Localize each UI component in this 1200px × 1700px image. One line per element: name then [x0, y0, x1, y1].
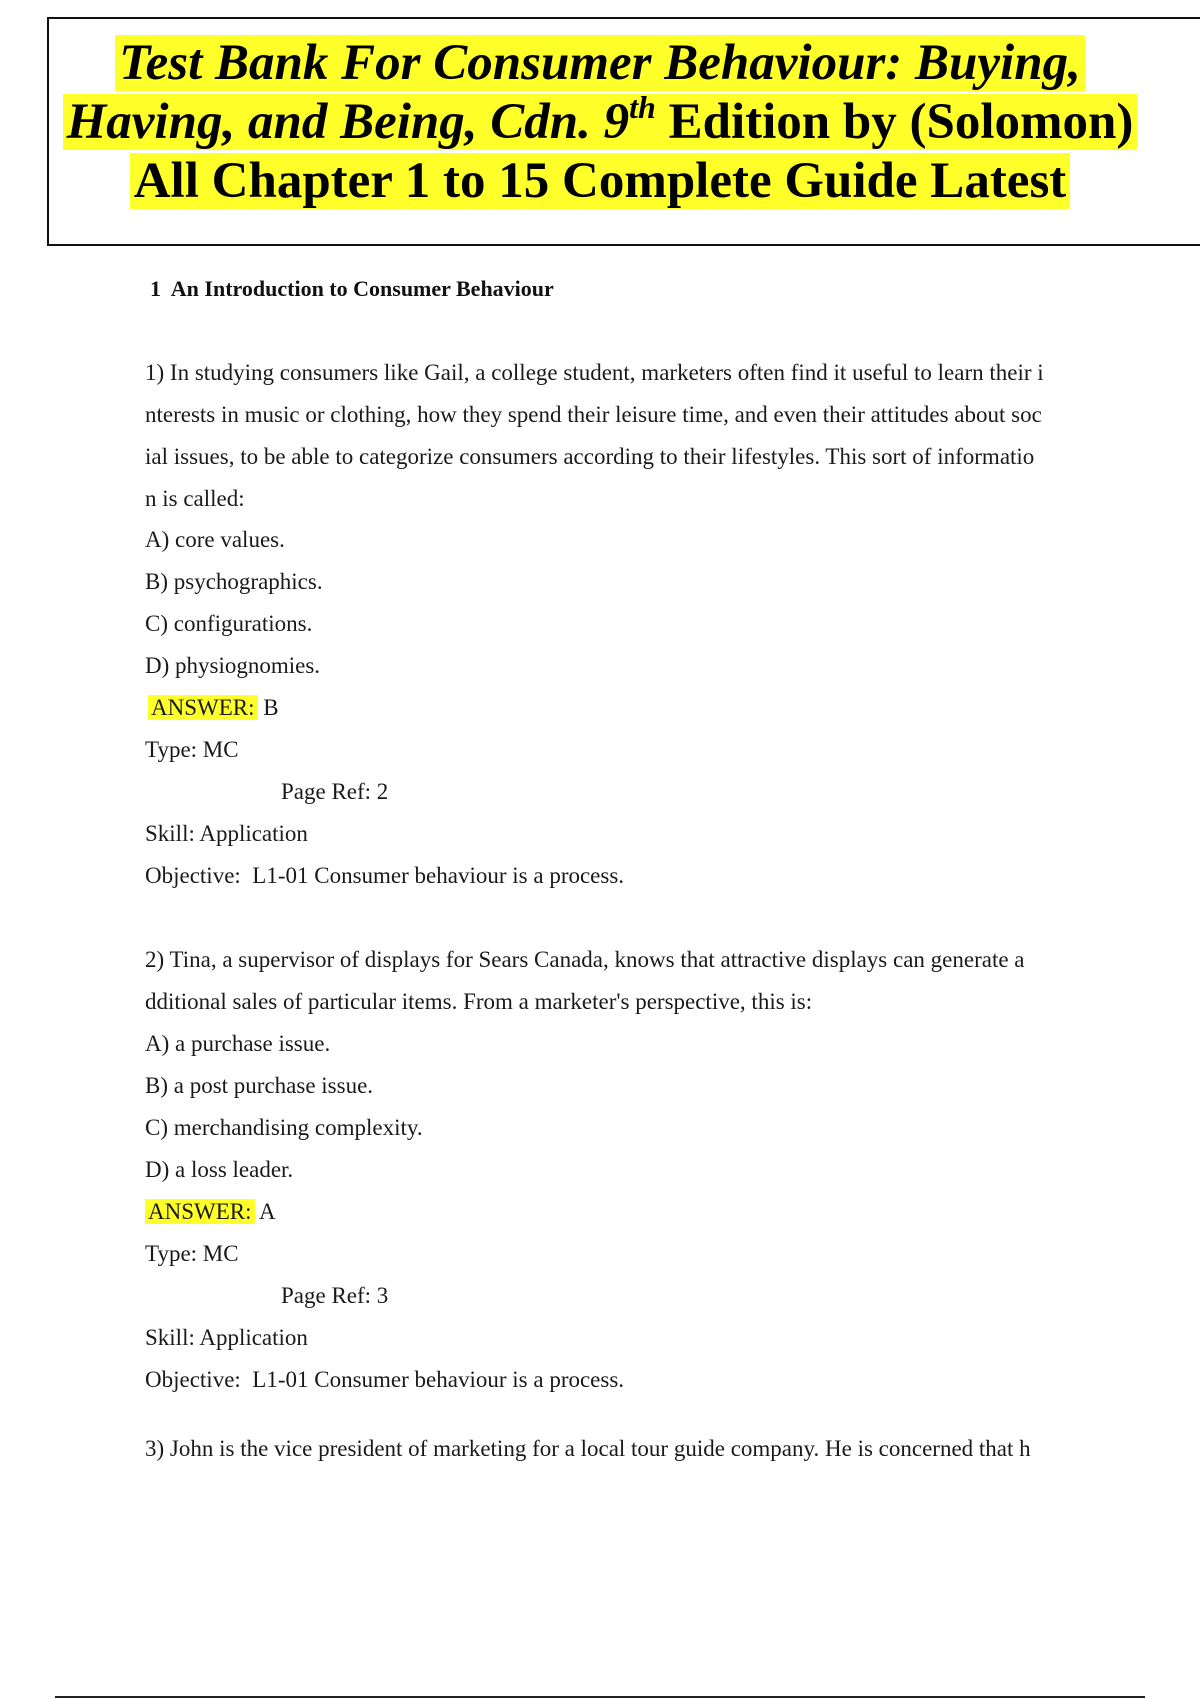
q3-text-line: 3) John is the vice president of marketing for a local tour guide company. He is concerned that h — [145, 1436, 1031, 1461]
q1-text-line: ial issues, to be able to categorize consumers according to their lifestyles. This sort of informatio — [145, 444, 1035, 469]
title-line-3: All Chapter 1 to 15 Complete Guide Latest — [0, 152, 1200, 211]
bottom-rule — [55, 1696, 1145, 1698]
q1-text-line: nterests in music or clothing, how they spend their leisure time, and even their attitudes about soc — [145, 402, 1042, 427]
q2-option-a: A) a purchase issue. — [145, 1031, 331, 1056]
q1-type: Type: MC — [145, 737, 239, 762]
q2-option-b: B) a post purchase issue. — [145, 1073, 374, 1098]
q2-text-line: 2) Tina, a supervisor of displays for Sears Canada, knows that attractive displays can generate a — [145, 947, 1025, 972]
q1-answer — [148, 693, 279, 723]
q2-text-line: dditional sales of particular items. From a marketer's perspective, this is: — [145, 989, 813, 1014]
title-superscript: th — [629, 89, 656, 125]
q1-option-b: B) psychographics. — [145, 569, 323, 594]
q2-skill: Skill: Application — [145, 1325, 308, 1350]
title-line-1: Test Bank For Consumer Behaviour: Buying, — [0, 34, 1200, 93]
title-line-2-part-a: Having, and Being, Cdn. 9 — [66, 94, 630, 150]
q1-answer-label: ANSWER: — [148, 695, 258, 720]
q2-answer-label: ANSWER: — [145, 1199, 255, 1224]
title-line-2-part-b: Edition by (Solomon) — [655, 94, 1134, 150]
q1-page-ref: Page Ref: 2 — [281, 779, 389, 804]
q1-objective: Objective: L1-01 Consumer behaviour is a process. — [145, 863, 625, 888]
title-line-2 — [0, 89, 1200, 152]
q1-skill: Skill: Application — [145, 821, 308, 846]
q1-answer-value: B — [263, 695, 279, 720]
q2-option-d: D) a loss leader. — [145, 1157, 294, 1182]
q1-text-line: n is called: — [145, 486, 245, 511]
chapter-heading: 1 An Introduction to Consumer Behaviour — [150, 276, 554, 301]
q2-answer — [145, 1197, 276, 1227]
q1-option-c: C) configurations. — [145, 611, 313, 636]
q2-option-c: C) merchandising complexity. — [145, 1115, 423, 1140]
q1-option-d: D) physiognomies. — [145, 653, 321, 678]
q1-option-a: A) core values. — [145, 527, 285, 552]
document-title — [0, 34, 1200, 211]
q2-type: Type: MC — [145, 1241, 239, 1266]
q1-text-line: 1) In studying consumers like Gail, a college student, marketers often find it useful to learn their i — [145, 360, 1044, 385]
q2-page-ref: Page Ref: 3 — [281, 1283, 389, 1308]
q2-objective: Objective: L1-01 Consumer behaviour is a process. — [145, 1367, 625, 1392]
q2-answer-value: A — [258, 1199, 276, 1224]
